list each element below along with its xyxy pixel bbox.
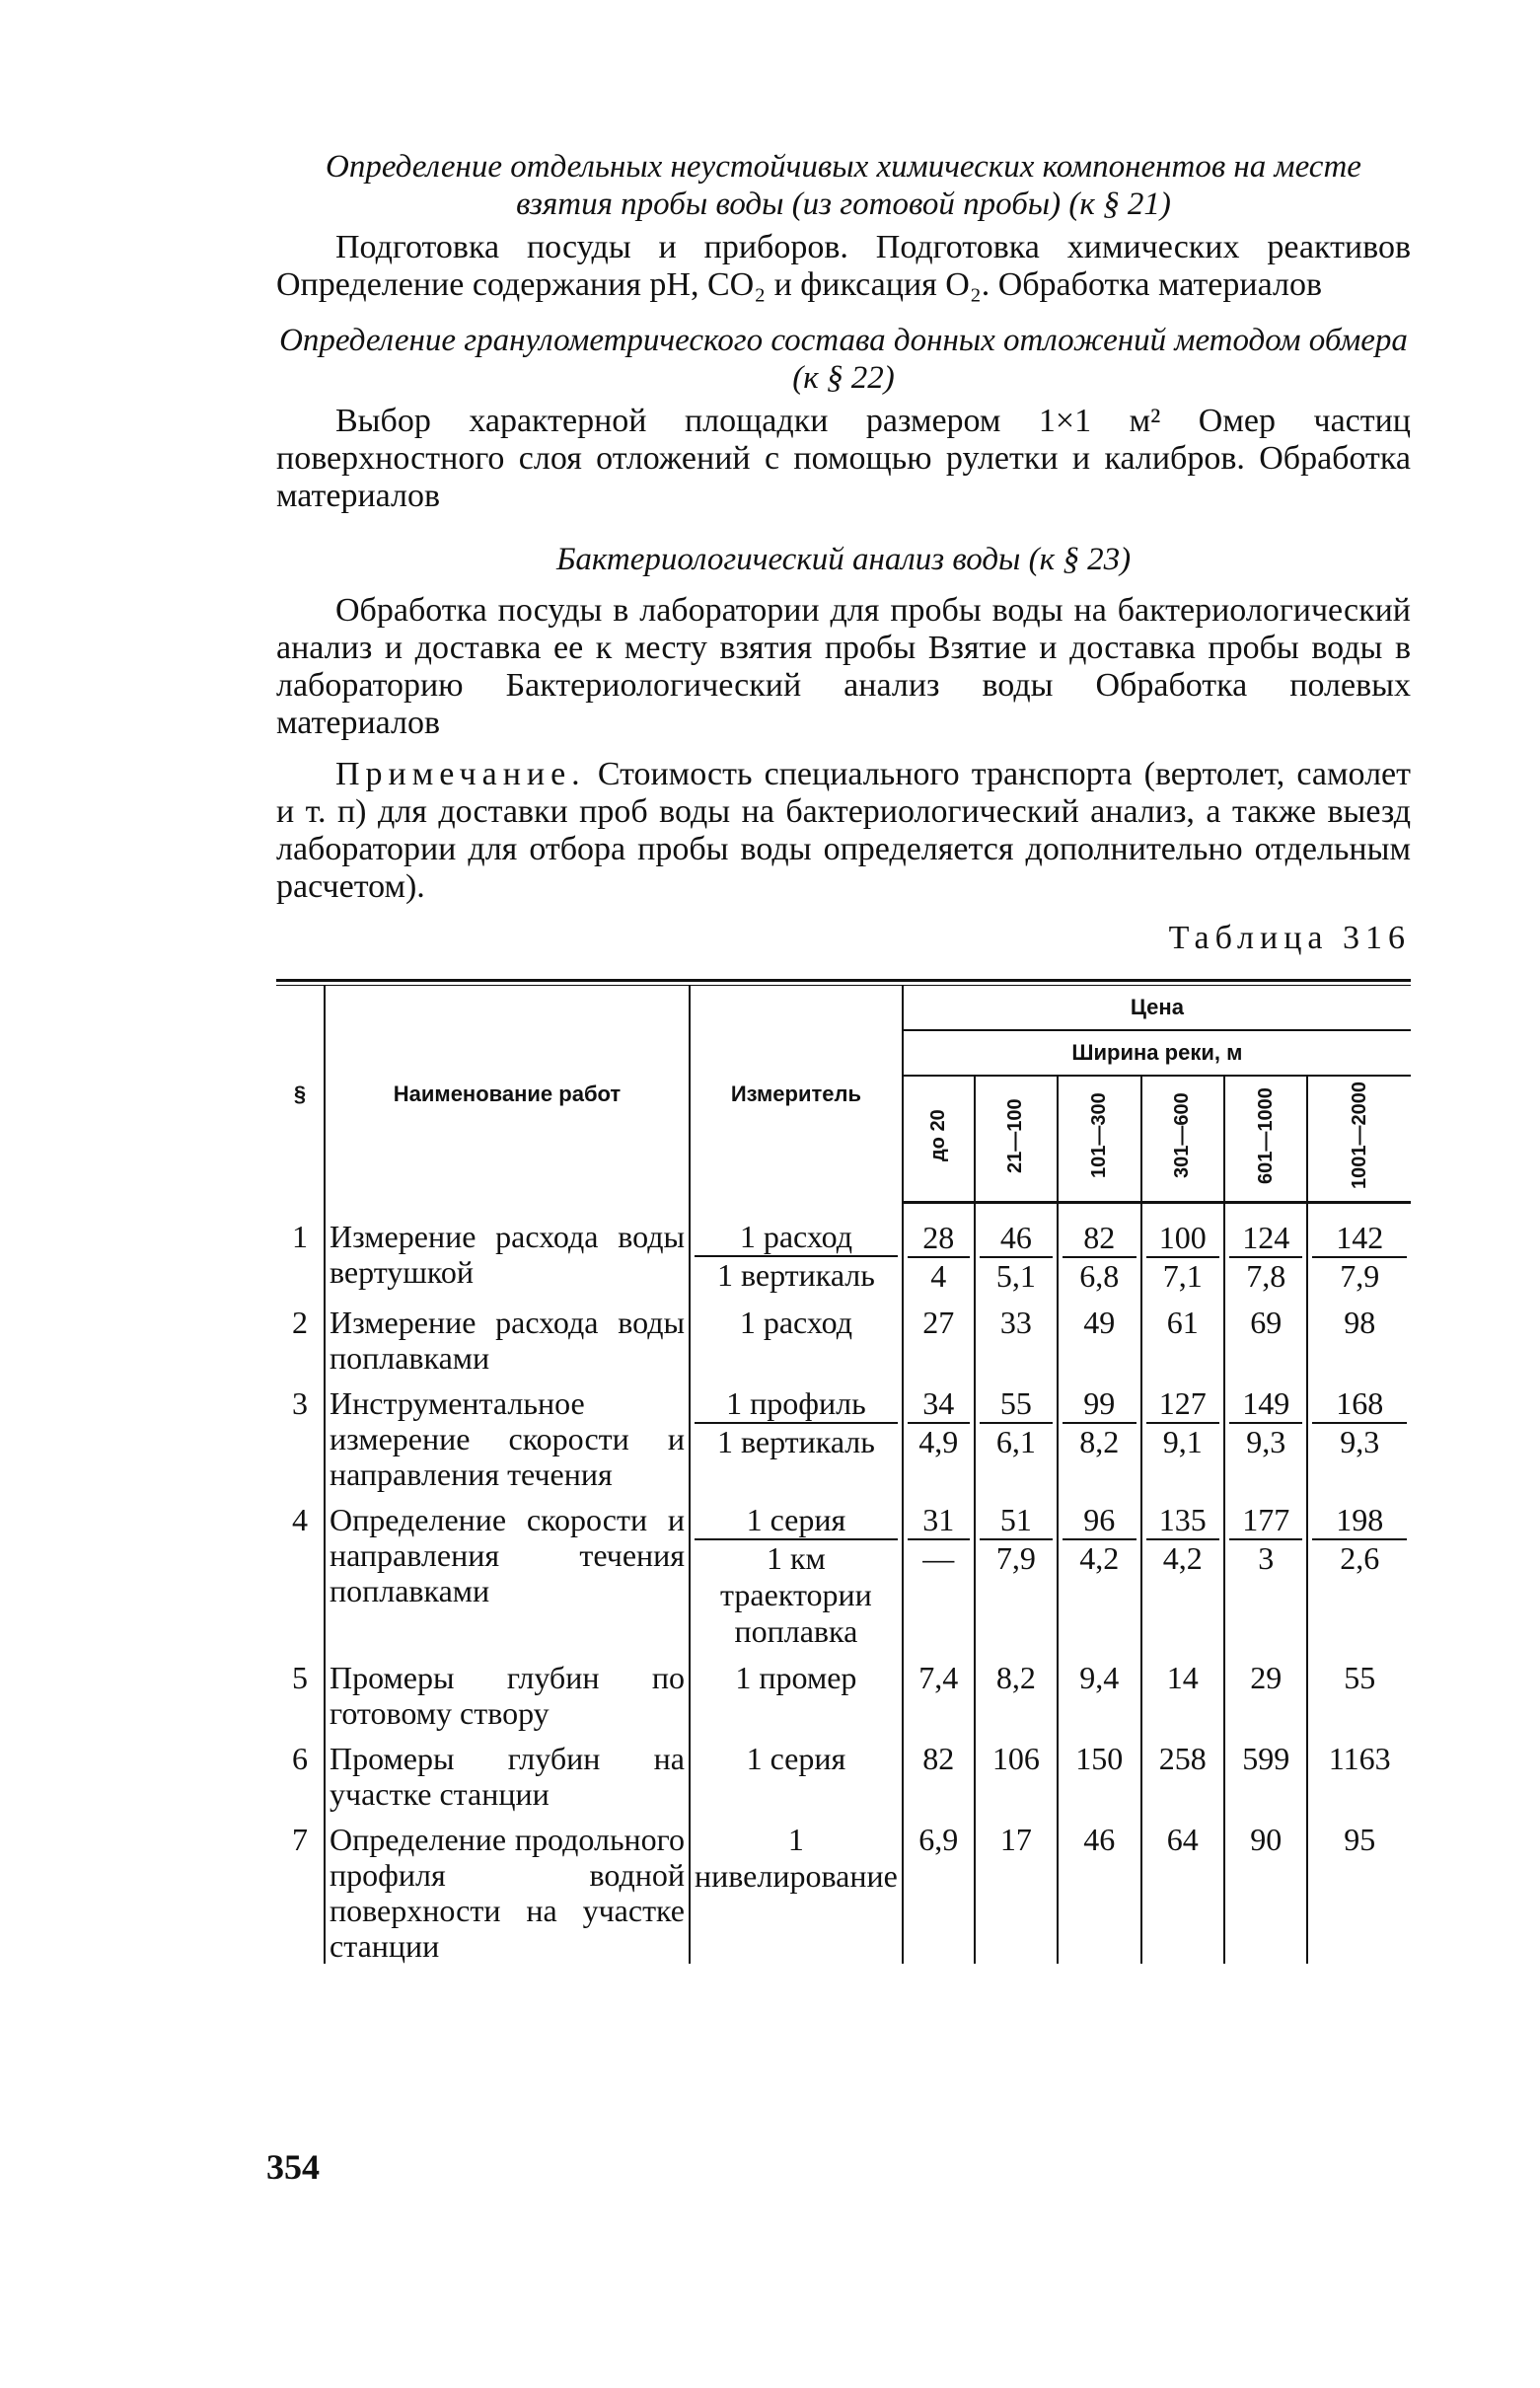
price-value: 99 [1063,1385,1136,1424]
price-value: 127 [1146,1385,1219,1424]
work-name: Измерение расхода воды вертушкой [325,1203,690,1296]
price-cell [903,1376,975,1492]
work-name: Определение скорости и направления течения поплавками [325,1492,690,1650]
price-value: 31 [908,1502,970,1540]
price-cell [1141,1203,1224,1296]
price-value: 168 [1312,1385,1407,1424]
price-value: 4,9 [918,1424,959,1459]
price-value: 82 [1063,1220,1136,1258]
work-name: Промеры глубин по готовому створу [325,1650,690,1731]
price-cell [1224,1376,1307,1492]
price-cell [903,1492,975,1650]
price-value: 177 [1229,1502,1302,1540]
price-cell [1058,1650,1140,1731]
price-value: 14 [1166,1660,1199,1695]
price-value: 95 [1344,1822,1376,1857]
price-value: 6,9 [918,1822,959,1857]
row-number: 2 [292,1305,308,1340]
price-cell [975,1203,1058,1296]
price-value: 6,8 [1079,1258,1120,1294]
price-cell [1058,1812,1140,1964]
price-value: 51 [980,1502,1053,1540]
row-number: 1 [292,1218,308,1254]
col-price-header: Цена [903,986,1411,1030]
price-cell [1141,1492,1224,1650]
row-number: 6 [292,1741,308,1776]
price-value: 46 [980,1220,1053,1258]
page-body [276,148,1411,1964]
width-label: 601—1000 [1254,1087,1277,1184]
table-caption: Таблица 316 [1168,920,1411,956]
price-value: 9,3 [1340,1424,1380,1459]
price-value: 4,2 [1162,1540,1203,1576]
width-header-5 [1307,1076,1411,1203]
section-heading-3: Бактериологический анализ воды (к § 23) [555,542,1132,577]
unit-label: 1 промер [735,1660,857,1695]
price-value: 124 [1229,1220,1302,1258]
price-cell [975,1295,1058,1376]
table-row [276,1731,1411,1812]
price-cell [1141,1812,1224,1964]
price-cell [1058,1731,1140,1812]
price-cell [903,1650,975,1731]
width-header-0 [903,1076,975,1203]
price-cell [1224,1295,1307,1376]
width-header-3 [1141,1076,1224,1203]
page-number: 354 [266,2147,320,2187]
price-cell [1141,1650,1224,1731]
col-section-header: § [293,1081,307,1106]
price-value: 7,1 [1162,1258,1203,1294]
unit-cell [690,1203,903,1296]
col-unit-header: Измеритель [690,986,903,1203]
price-cell [975,1731,1058,1812]
width-header-4 [1224,1076,1307,1203]
unit-cell [690,1812,903,1964]
unit-cell [690,1492,903,1650]
price-cell [1224,1203,1307,1296]
note-text: Стоимость специального транспорта (вертолет, самолет и т. п) для доставки проб воды на бактериологический анализ, а также выезд лаборатории для отбора пробы воды определяется дополнительно отдельным расчетом). [276,756,1412,905]
section-text-3: Обработка посуды в лаборатории для пробы воды на бактериологический анализ и доставка ее к месту взятия пробы Взятие и доставка пробы воды в лабораторию Бактериологический анализ воды Обработка полевых материалов [276,592,1411,741]
price-value: 69 [1250,1305,1283,1340]
price-cell [1058,1203,1140,1296]
table-body [276,1203,1411,1965]
price-value: 17 [999,1822,1032,1857]
unit-label: 1 км траектории поплавка [720,1540,872,1649]
price-value: — [922,1540,955,1576]
width-label: 1001—2000 [1348,1082,1370,1190]
price-cell [1307,1492,1411,1650]
price-value: 4 [930,1258,947,1294]
unit-label: 1 серия [695,1502,898,1540]
price-value: 106 [991,1741,1040,1776]
price-value: 4,2 [1079,1540,1120,1576]
table-row [276,1492,1411,1650]
price-value: 28 [908,1220,970,1258]
table-row [276,1812,1411,1964]
price-cell [1058,1295,1140,1376]
table-row [276,1650,1411,1731]
section-text-1: Подготовка посуды и приборов. Подготовка химических реактивов Определение содержания pH, CO₂ и фиксация O₂. Обработка материалов [276,229,1411,303]
price-value: 150 [1075,1741,1124,1776]
price-cell [1224,1492,1307,1650]
price-cell [1307,1295,1411,1376]
width-label: до 20 [926,1109,949,1162]
table-row [276,1376,1411,1492]
section-text-2: Выбор характерной площадки размером 1×1 м² Омер частиц поверхностного слоя отложений с помощью рулетки и калибров. Обработка материалов [276,403,1411,514]
unit-cell [690,1650,903,1731]
price-cell [1307,1650,1411,1731]
section-heading-1: Определение отдельных неустойчивых химических компонентов на месте взятия пробы воды (из готовой пробы) (к § 21) [326,149,1361,222]
price-cell [975,1812,1058,1964]
price-value: 55 [980,1385,1053,1424]
width-label: 101—300 [1087,1092,1110,1179]
row-number: 7 [292,1822,308,1857]
price-value: 3 [1258,1540,1275,1576]
work-name: Определение продольного профиля водной поверхности на участке станции [325,1812,690,1964]
price-value: 7,8 [1246,1258,1286,1294]
unit-label: 1 нивелирование [695,1822,898,1894]
price-value: 2,6 [1340,1540,1380,1576]
price-value: 64 [1166,1822,1199,1857]
price-cell [1307,1203,1411,1296]
price-value: 8,2 [1079,1424,1120,1459]
price-value: 599 [1242,1741,1290,1776]
price-value: 96 [1063,1502,1136,1540]
price-cell [1224,1650,1307,1731]
price-value: 9,3 [1246,1424,1286,1459]
unit-cell [690,1376,903,1492]
width-label: 21—100 [1004,1098,1027,1173]
table-row [276,1295,1411,1376]
unit-cell [690,1295,903,1376]
price-value: 7,4 [918,1660,959,1695]
price-value: 135 [1146,1502,1219,1540]
price-value: 258 [1158,1741,1207,1776]
price-cell [1307,1376,1411,1492]
unit-label: 1 расход [739,1305,852,1340]
table-top-rule [276,979,1411,986]
price-cell [903,1731,975,1812]
price-value: 27 [922,1305,955,1340]
price-value: 46 [1083,1822,1116,1857]
price-value: 98 [1344,1305,1376,1340]
col-name-header: Наименование работ [325,986,690,1203]
row-number: 4 [292,1502,308,1537]
unit-label: 1 вертикаль [716,1424,875,1459]
width-label: 301—600 [1171,1092,1194,1179]
work-name: Измерение расхода воды поплавками [325,1295,690,1376]
price-cell [1141,1376,1224,1492]
col-width-header: Ширина реки, м [903,1030,1411,1076]
price-value: 82 [922,1741,955,1776]
work-name: Промеры глубин на участке станции [325,1731,690,1812]
price-cell [903,1295,975,1376]
price-value: 55 [1344,1660,1376,1695]
price-cell [975,1376,1058,1492]
price-value: 90 [1250,1822,1283,1857]
unit-cell [690,1731,903,1812]
price-value: 7,9 [995,1540,1036,1576]
unit-label: 1 расход [695,1219,898,1257]
price-cell [1058,1492,1140,1650]
unit-label: 1 профиль [695,1385,898,1424]
row-number: 5 [292,1660,308,1695]
note [276,756,1411,906]
unit-label: 1 серия [746,1741,846,1776]
price-cell [1307,1812,1411,1964]
price-cell [1224,1812,1307,1964]
row-number: 3 [292,1385,308,1421]
price-value: 1163 [1328,1741,1391,1776]
price-value: 198 [1312,1502,1407,1540]
price-table [276,986,1411,1964]
price-cell [1307,1731,1411,1812]
price-value: 5,1 [995,1258,1036,1294]
price-value: 149 [1229,1385,1302,1424]
work-name: Инструментальное измерение скорости и направления течения [325,1376,690,1492]
price-cell [1224,1731,1307,1812]
price-value: 7,9 [1340,1258,1380,1294]
price-cell [975,1650,1058,1731]
price-value: 9,4 [1079,1660,1120,1695]
price-value: 100 [1146,1220,1219,1258]
price-value: 61 [1166,1305,1199,1340]
price-cell [1058,1376,1140,1492]
price-value: 49 [1083,1305,1116,1340]
price-value: 29 [1250,1660,1283,1695]
price-value: 33 [999,1305,1032,1340]
price-cell [903,1812,975,1964]
width-header-1 [975,1076,1058,1203]
price-value: 9,1 [1162,1424,1203,1459]
price-cell [903,1203,975,1296]
price-cell [975,1492,1058,1650]
unit-label: 1 вертикаль [716,1256,875,1293]
price-value: 8,2 [995,1660,1036,1695]
price-cell [1141,1731,1224,1812]
price-value: 6,1 [995,1424,1036,1459]
table-row [276,1203,1411,1296]
note-label: Примечание. [335,756,586,792]
price-value: 142 [1312,1220,1407,1258]
width-header-2 [1058,1076,1140,1203]
price-value: 34 [908,1385,970,1424]
price-cell [1141,1295,1224,1376]
section-heading-2: Определение гранулометрического состава донных отложений методом обмера (к § 22) [279,323,1408,396]
